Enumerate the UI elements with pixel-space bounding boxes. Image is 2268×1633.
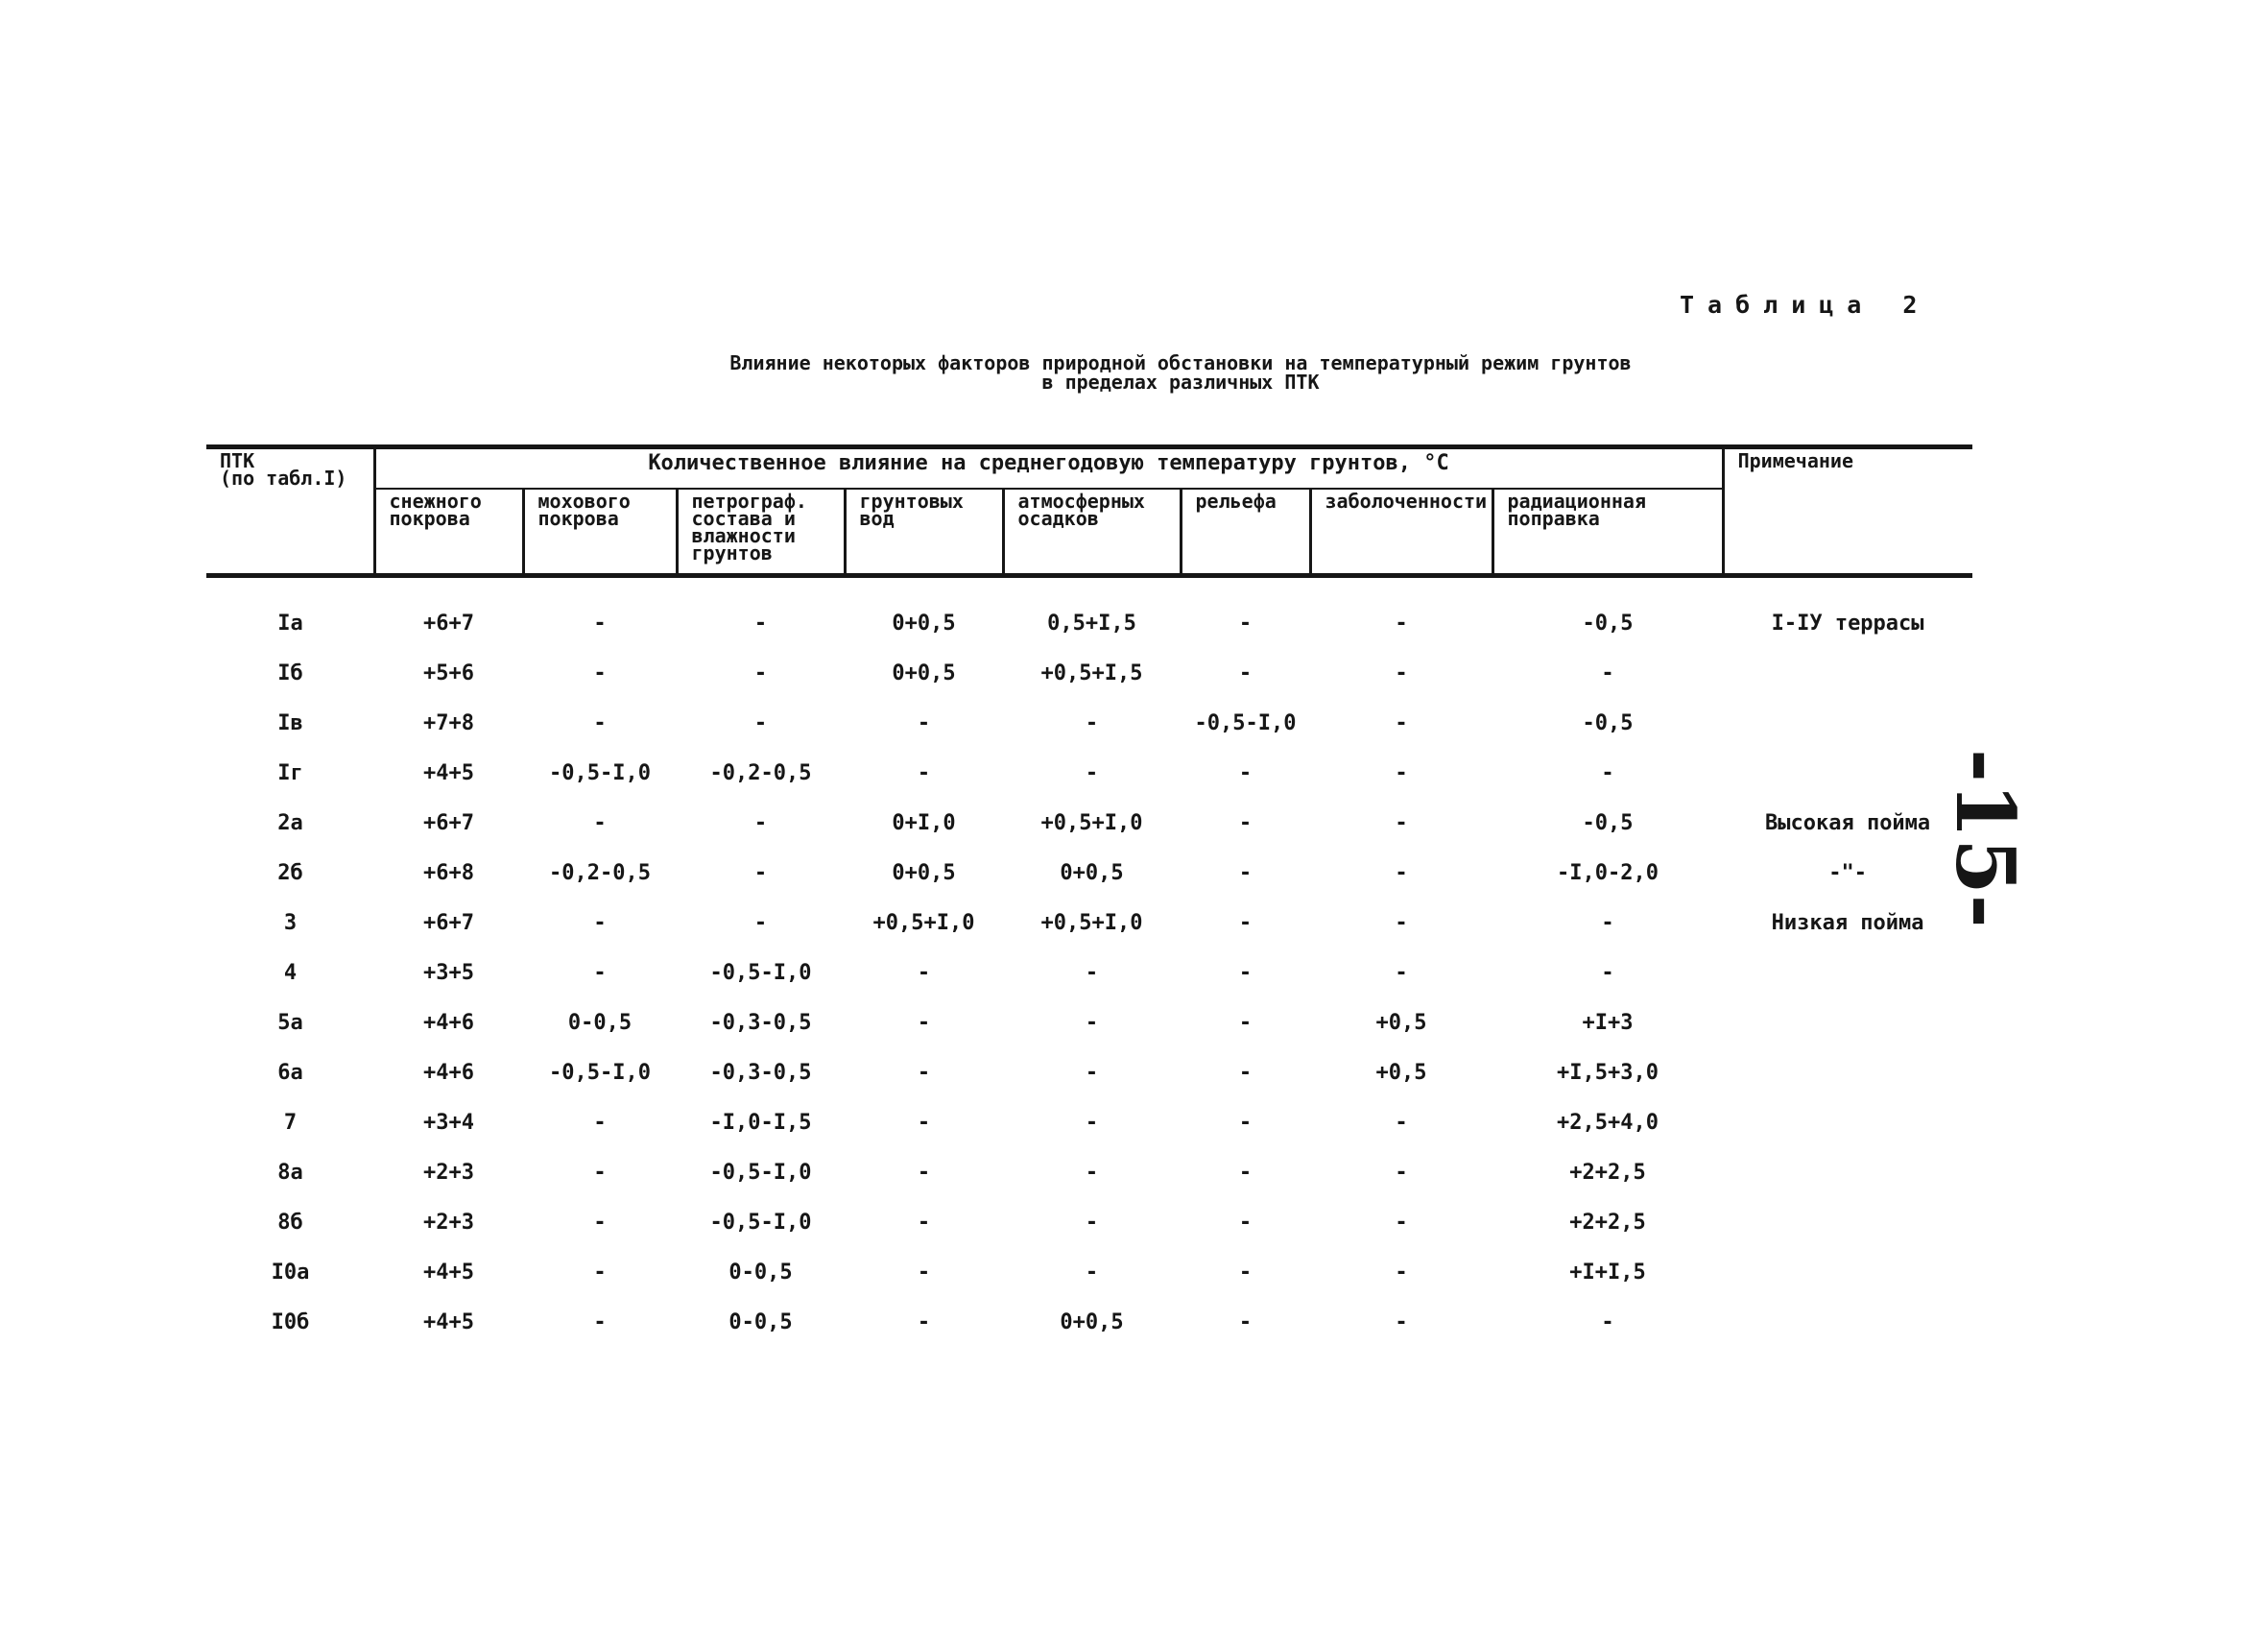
- row-ptk: 6а: [277, 1061, 303, 1085]
- row-value-2: -: [753, 861, 768, 885]
- table-row: [206, 699, 1972, 749]
- row-value-1: -: [593, 661, 607, 685]
- row-value-3: 0+0,5: [892, 612, 956, 636]
- table-row: [206, 1048, 1972, 1098]
- row-ptk: I0а: [271, 1261, 310, 1285]
- table-row: [206, 1298, 1972, 1348]
- row-ptk: 4: [283, 961, 298, 985]
- row-value-1: -: [593, 811, 607, 835]
- row-value-6: -: [1395, 1310, 1408, 1334]
- temperature-influence-table: [206, 444, 1972, 1348]
- row-value-6: +0,5: [1375, 1061, 1427, 1085]
- row-ptk: 8б: [277, 1211, 303, 1235]
- row-value-2: 0-0,5: [728, 1310, 793, 1334]
- table-row: [206, 1098, 1972, 1148]
- row-value-2: -I,0-I,5: [709, 1111, 812, 1135]
- row-value-5: -: [1238, 1211, 1253, 1235]
- row-value-4: -: [1085, 961, 1099, 985]
- row-value-0: +7+8: [423, 711, 474, 735]
- row-value-2: -0,2-0,5: [709, 761, 812, 785]
- row-value-3: -: [917, 1161, 931, 1185]
- row-value-4: 0+0,5: [1060, 1310, 1124, 1334]
- header-col-relief: рельефа: [1181, 489, 1310, 576]
- row-value-7: -0,5: [1582, 711, 1634, 735]
- row-value-3: 0+0,5: [892, 861, 956, 885]
- row-ptk: 2а: [277, 811, 303, 835]
- row-value-0: +5+6: [423, 661, 474, 685]
- row-ptk: 8а: [277, 1161, 303, 1185]
- row-note: [1723, 1248, 1972, 1298]
- row-value-7: -0,5: [1582, 811, 1634, 835]
- row-value-4: -: [1085, 1011, 1099, 1035]
- row-value-0: +4+5: [423, 1310, 474, 1334]
- row-ptk: I0б: [271, 1310, 310, 1334]
- row-value-3: -: [917, 1310, 931, 1334]
- header-col-petrography: петрограф. состава и влажности грунтов: [677, 489, 845, 576]
- table-row: [206, 799, 1972, 849]
- row-value-0: +4+6: [423, 1011, 474, 1035]
- table-row: [206, 998, 1972, 1048]
- row-value-4: -: [1085, 761, 1099, 785]
- row-value-0: +6+8: [423, 861, 474, 885]
- row-ptk: Iа: [277, 612, 303, 636]
- row-value-6: -: [1395, 911, 1408, 935]
- table-row: [206, 749, 1972, 799]
- row-ptk: Iв: [277, 711, 303, 735]
- row-value-6: -: [1395, 1261, 1408, 1285]
- row-ptk: 2б: [277, 861, 303, 885]
- row-value-7: +I,5+3,0: [1557, 1061, 1659, 1085]
- row-value-1: -: [593, 612, 607, 636]
- row-value-3: -: [917, 961, 931, 985]
- row-note: [1723, 1148, 1972, 1198]
- row-value-0: +6+7: [423, 811, 474, 835]
- row-value-1: -: [593, 1261, 607, 1285]
- row-value-3: -: [917, 1111, 931, 1135]
- row-value-5: -: [1238, 911, 1253, 935]
- header-col-precipitation: атмосферных осадков: [1003, 489, 1181, 576]
- row-value-1: -: [593, 1211, 607, 1235]
- row-value-5: -: [1238, 661, 1253, 685]
- table-row: [206, 599, 1972, 649]
- row-value-0: +4+5: [423, 761, 474, 785]
- row-value-4: -: [1085, 1061, 1099, 1085]
- row-value-7: -: [1601, 911, 1614, 935]
- row-value-7: +I+I,5: [1569, 1261, 1646, 1285]
- row-note: [1723, 1298, 1972, 1348]
- header-col-moss: мохового покрова: [523, 489, 677, 576]
- row-value-6: -: [1395, 1111, 1408, 1135]
- row-value-6: -: [1395, 811, 1408, 835]
- header-col-radiation: радиационная поправка: [1492, 489, 1723, 576]
- row-value-2: -0,5-I,0: [709, 1211, 812, 1235]
- row-note: [1723, 998, 1972, 1048]
- row-value-3: 0+0,5: [892, 661, 956, 685]
- row-ptk: 5а: [277, 1011, 303, 1035]
- row-value-1: -0,5-I,0: [549, 1061, 651, 1085]
- row-value-7: -I,0-2,0: [1557, 861, 1659, 885]
- row-note: -"-: [1828, 861, 1867, 885]
- row-value-7: +I+3: [1582, 1011, 1634, 1035]
- row-value-5: -: [1238, 1061, 1253, 1085]
- table-caption: [672, 353, 1689, 392]
- row-value-7: +2,5+4,0: [1557, 1111, 1659, 1135]
- table-number-label: Таблица 2: [1680, 291, 1931, 319]
- row-note: Низкая пойма: [1771, 911, 1924, 935]
- table-row: [206, 1248, 1972, 1298]
- row-value-6: -: [1395, 612, 1408, 636]
- row-value-2: 0-0,5: [728, 1261, 793, 1285]
- row-value-7: -: [1601, 961, 1614, 985]
- row-value-5: -: [1238, 811, 1253, 835]
- row-value-4: -: [1085, 1261, 1099, 1285]
- row-value-3: -: [917, 1211, 931, 1235]
- row-value-5: -: [1238, 761, 1253, 785]
- row-value-5: -: [1238, 1261, 1253, 1285]
- row-value-7: -0,5: [1582, 612, 1634, 636]
- row-value-3: +0,5+I,0: [872, 911, 975, 935]
- row-value-6: -: [1395, 861, 1408, 885]
- table-row: [206, 849, 1972, 899]
- row-ptk: 7: [283, 1111, 298, 1135]
- row-value-3: -: [917, 761, 931, 785]
- row-value-0: +6+7: [423, 911, 474, 935]
- row-note: [1723, 699, 1972, 749]
- row-value-3: -: [917, 1261, 931, 1285]
- row-value-1: -: [593, 1161, 607, 1185]
- row-value-7: -: [1601, 1310, 1614, 1334]
- row-value-7: -: [1601, 661, 1614, 685]
- row-value-4: +0,5+I,0: [1040, 911, 1143, 935]
- header-ptk-label: ПТК: [220, 449, 255, 472]
- row-note: [1723, 1048, 1972, 1098]
- header-ptk: [206, 447, 374, 576]
- row-value-4: +0,5+I,0: [1040, 811, 1143, 835]
- row-value-6: -: [1395, 711, 1408, 735]
- row-value-1: -: [593, 711, 607, 735]
- header-col-groundwater: грунтовых вод: [845, 489, 1003, 576]
- row-value-1: -: [593, 1111, 607, 1135]
- row-value-7: -: [1601, 761, 1614, 785]
- table-row: [206, 899, 1972, 949]
- row-value-4: 0+0,5: [1060, 861, 1124, 885]
- row-value-1: -: [593, 1310, 607, 1334]
- row-note: [1723, 949, 1972, 998]
- row-value-4: -: [1085, 1161, 1099, 1185]
- row-value-1: -0,5-I,0: [549, 761, 651, 785]
- row-value-2: -0,5-I,0: [709, 961, 812, 985]
- row-value-3: -: [917, 1011, 931, 1035]
- row-value-5: -: [1238, 861, 1253, 885]
- row-value-0: +6+7: [423, 612, 474, 636]
- row-note: [1723, 749, 1972, 799]
- header-col-snow: снежного покрова: [374, 489, 523, 576]
- table-row: [206, 649, 1972, 699]
- row-note: [1723, 1098, 1972, 1148]
- row-value-6: +0,5: [1375, 1011, 1427, 1035]
- row-value-2: -: [753, 811, 768, 835]
- row-note: Высокая пойма: [1764, 811, 1931, 835]
- table-row: [206, 1148, 1972, 1198]
- row-value-5: -: [1238, 1011, 1253, 1035]
- table-row: [206, 1198, 1972, 1248]
- row-value-2: -: [753, 612, 768, 636]
- row-value-7: +2+2,5: [1569, 1161, 1646, 1185]
- row-value-1: 0-0,5: [567, 1011, 633, 1035]
- row-value-3: -: [917, 1061, 931, 1085]
- row-value-4: -: [1085, 1211, 1099, 1235]
- row-value-0: +3+4: [423, 1111, 474, 1135]
- header-ptk-sub: (по табл.I): [220, 467, 347, 490]
- row-value-2: -0,3-0,5: [709, 1061, 812, 1085]
- row-ptk: 3: [283, 911, 298, 935]
- row-value-0: +2+3: [423, 1211, 474, 1235]
- row-value-7: +2+2,5: [1569, 1211, 1646, 1235]
- row-value-6: -: [1395, 1211, 1408, 1235]
- row-value-6: -: [1395, 661, 1408, 685]
- row-value-2: -: [753, 911, 768, 935]
- row-value-0: +4+5: [423, 1261, 474, 1285]
- row-value-6: -: [1395, 961, 1408, 985]
- row-value-2: -: [753, 711, 768, 735]
- row-value-3: -: [917, 711, 931, 735]
- row-value-3: 0+I,0: [892, 811, 956, 835]
- row-value-6: -: [1395, 1161, 1408, 1185]
- row-value-5: -: [1238, 961, 1253, 985]
- row-value-5: -: [1238, 1161, 1253, 1185]
- header-col-swampiness: заболоченности: [1310, 489, 1492, 576]
- page-number: -15-: [1938, 749, 2033, 928]
- row-value-5: -: [1238, 1310, 1253, 1334]
- header-group: Количественное влияние на среднегодовую температуру грунтов, °С: [374, 447, 1723, 490]
- row-value-5: -: [1238, 1111, 1253, 1135]
- row-value-5: -: [1238, 612, 1253, 636]
- caption-line-2: в пределах различных ПТК: [1041, 371, 1320, 394]
- row-value-4: -: [1085, 711, 1099, 735]
- row-note: [1723, 1198, 1972, 1248]
- row-value-1: -0,2-0,5: [549, 861, 651, 885]
- row-value-0: +4+6: [423, 1061, 474, 1085]
- row-value-1: -: [593, 911, 607, 935]
- row-note: I-IУ террасы: [1771, 612, 1924, 636]
- row-value-4: -: [1085, 1111, 1099, 1135]
- header-note: Примечание: [1723, 447, 1972, 576]
- row-value-2: -: [753, 661, 768, 685]
- caption-line-1: Влияние некоторых факторов природной обстановки на температурный режим грунтов: [729, 351, 1632, 374]
- table-body: [206, 576, 1972, 1349]
- row-value-5: -0,5-I,0: [1194, 711, 1297, 735]
- row-value-4: +0,5+I,5: [1040, 661, 1143, 685]
- table-row: [206, 949, 1972, 998]
- row-ptk: Iб: [277, 661, 303, 685]
- row-note: [1723, 649, 1972, 699]
- row-value-2: -0,5-I,0: [709, 1161, 812, 1185]
- row-value-0: +3+5: [423, 961, 474, 985]
- row-value-1: -: [593, 961, 607, 985]
- row-value-6: -: [1395, 761, 1408, 785]
- row-value-4: 0,5+I,5: [1047, 612, 1136, 636]
- row-ptk: Iг: [277, 761, 303, 785]
- row-value-0: +2+3: [423, 1161, 474, 1185]
- row-value-2: -0,3-0,5: [709, 1011, 812, 1035]
- spacer-row: [206, 576, 1972, 600]
